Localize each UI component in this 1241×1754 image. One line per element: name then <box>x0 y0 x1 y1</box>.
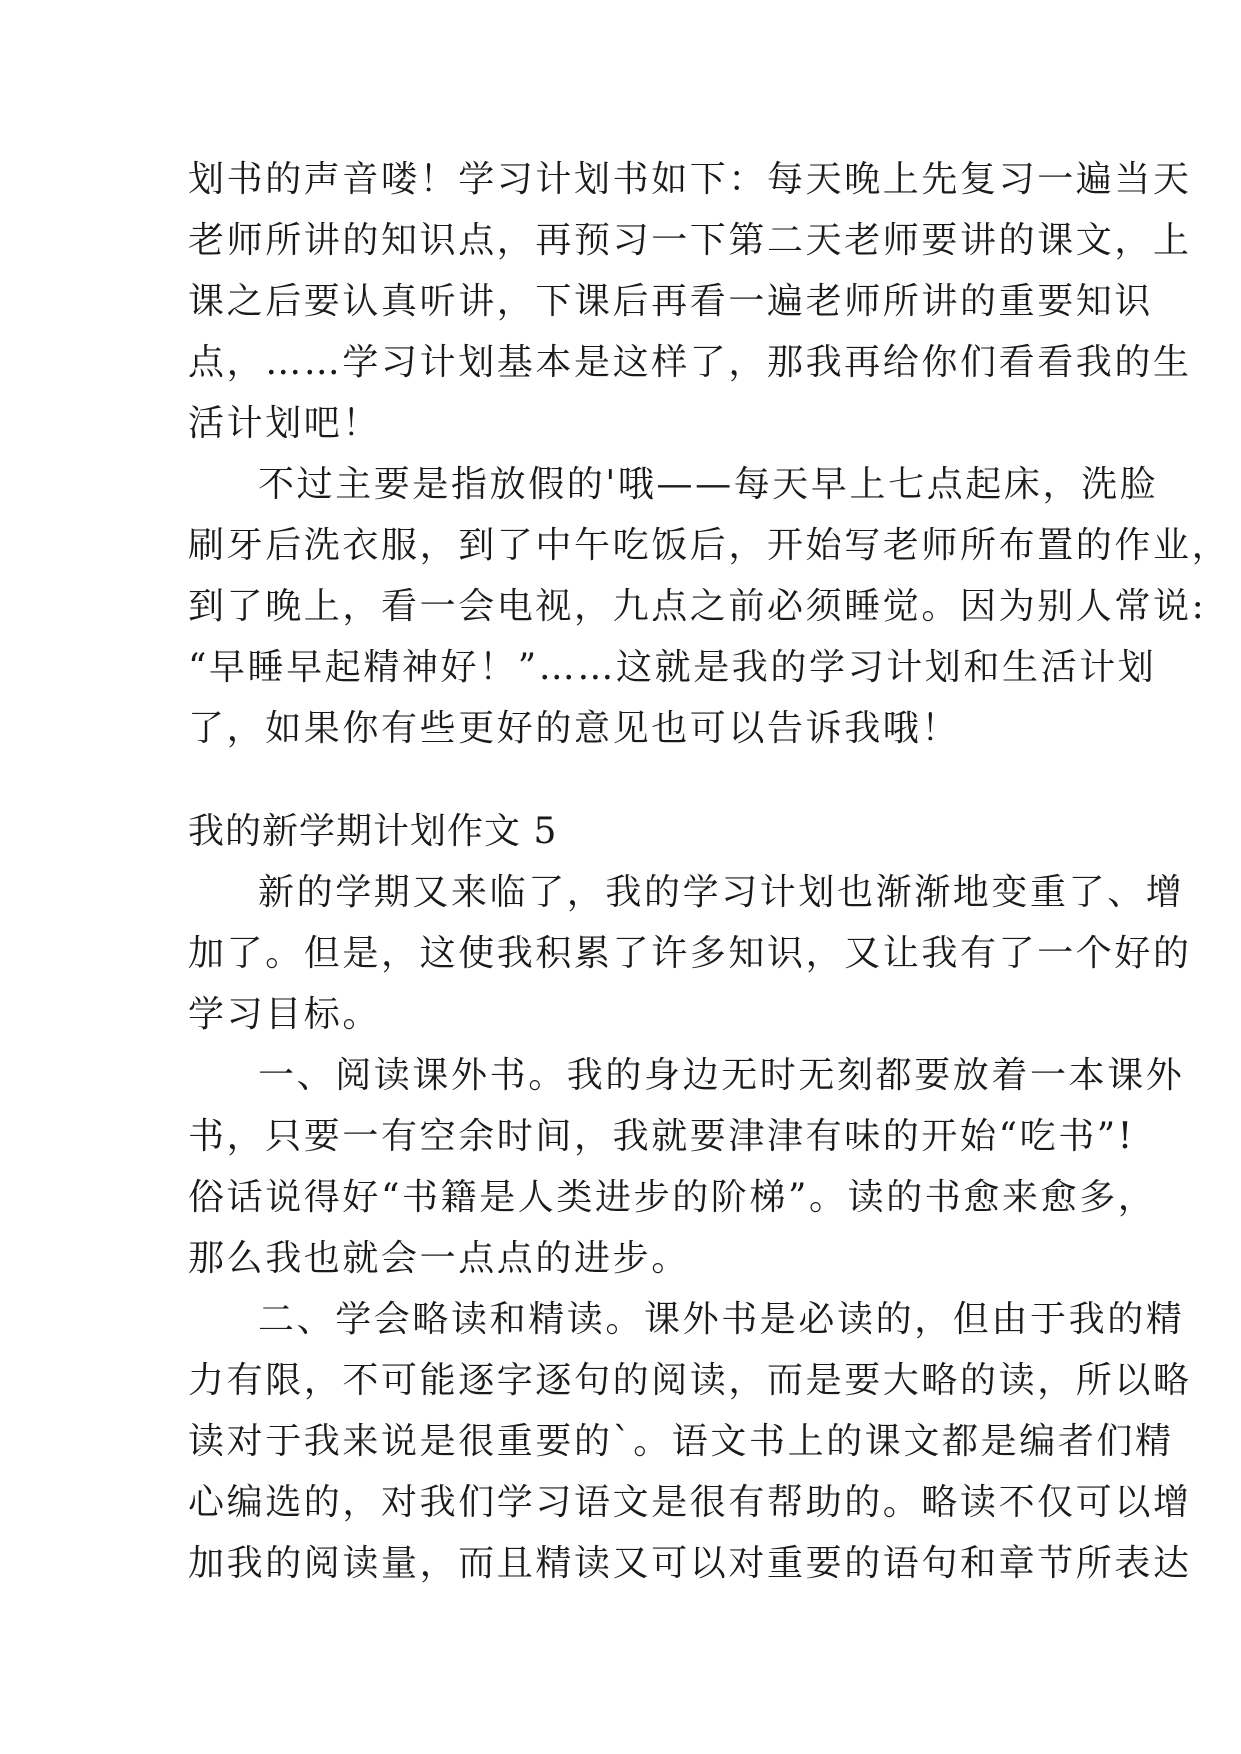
paragraph-line: 点，……学习计划基本是这样了，那我再给你们看看我的生 <box>188 342 1192 383</box>
paragraph-line: 力有限，不可能逐字逐句的阅读，而是要大略的读，所以略 <box>188 1360 1192 1401</box>
paragraph-line: 刷牙后洗衣服，到了中午吃饭后，开始写老师所布置的作业， <box>188 525 1231 566</box>
paragraph-line: 书，只要一有空余时间，我就要津津有味的开始“吃书”! <box>188 1116 1135 1157</box>
paragraph-line: 读对于我来说是很重要的`。语文书上的课文都是编者们精 <box>188 1421 1174 1462</box>
paragraph-line: 那么我也就会一点点的进步。 <box>188 1238 690 1279</box>
paragraph-line: 划书的声音喽！学习计划书如下：每天晚上先复习一遍当天 <box>188 159 1192 200</box>
paragraph-line: 了，如果你有些更好的意见也可以告诉我哦！ <box>188 708 961 749</box>
paragraph-line: 到了晚上，看一会电视，九点之前必须睡觉。因为别人常说: <box>188 586 1207 627</box>
section-heading: 我的新学期计划作文 5 <box>188 811 558 852</box>
paragraph-line: 课之后要认真听讲，下课后再看一遍老师所讲的重要知识 <box>188 281 1154 322</box>
paragraph-line: 新的学期又来临了，我的学习计划也渐渐地变重了、增 <box>258 872 1185 913</box>
paragraph-line: 活计划吧！ <box>188 403 382 444</box>
paragraph-line: 一、阅读课外书。我的身边无时无刻都要放着一本课外 <box>258 1055 1185 1096</box>
paragraph-line: 加了。但是，这使我积累了许多知识，又让我有了一个好的 <box>188 933 1192 974</box>
paragraph-line: 俗话说得好“书籍是人类进步的阶梯”。读的书愈来愈多， <box>188 1177 1157 1218</box>
paragraph-line: 二、学会略读和精读。课外书是必读的，但由于我的精 <box>258 1299 1185 1340</box>
paragraph-line: 学习目标。 <box>188 994 382 1035</box>
paragraph-line: 老师所讲的知识点，再预习一下第二天老师要讲的课文，上 <box>188 220 1192 261</box>
paragraph-line: “早睡早起精神好！”……这就是我的学习计划和生活计划 <box>188 647 1157 688</box>
paragraph-line: 加我的阅读量，而且精读又可以对重要的语句和章节所表达 <box>188 1543 1192 1584</box>
paragraph-line: 不过主要是指放假的'哦——每天早上七点起床，洗脸 <box>258 464 1159 505</box>
paragraph-line: 心编选的，对我们学习语文是很有帮助的。略读不仅可以增 <box>188 1482 1192 1523</box>
